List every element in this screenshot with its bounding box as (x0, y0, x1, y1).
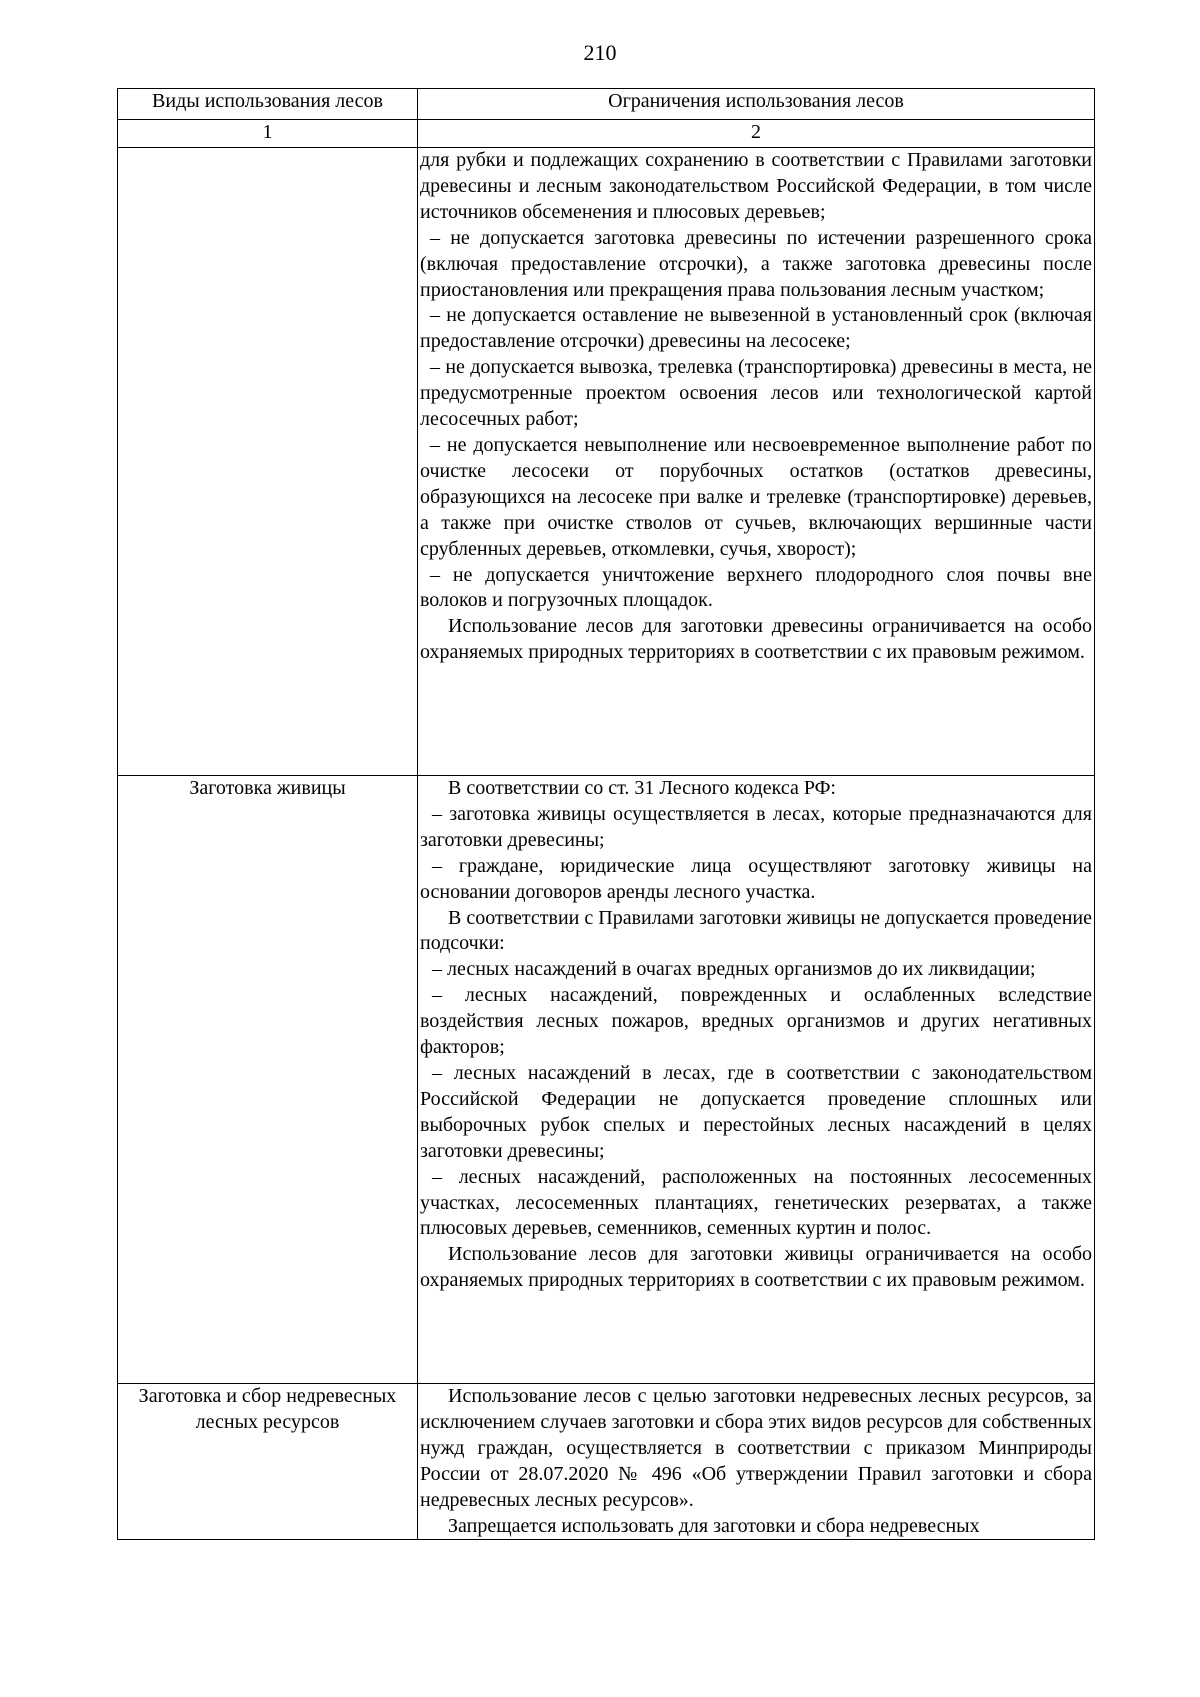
use-type-cell: Заготовка и сбор недревесных лесных ресурсов (118, 1384, 418, 1540)
list-item: – не допускается оставление не вывезенной в установленный срок (включая предоставление отсрочки) древесины на лесосеке; (420, 304, 1092, 353)
restrictions-cell (418, 148, 1095, 776)
list-item: – не допускается заготовка древесины по истечении разрешенного срока (включая предоставление отсрочки), а также заготовка древесины после приостановления или прекращения права пользования лесным участком; (420, 226, 1092, 301)
paragraph: для рубки и подлежащих сохранению в соответствии с Правилами заготовки древесины и лесным законодательством Российской Федерации, в том числе источников обсеменения и плюсовых деревьев; (420, 149, 1092, 223)
use-type-cell (118, 148, 418, 776)
restrictions-cell (418, 776, 1095, 1384)
page-number: 210 (583, 40, 617, 65)
list-item: – заготовка живицы осуществляется в лесах, которые предназначаются для заготовки древесины; (420, 802, 1092, 851)
list-item: – граждане, юридические лица осуществляют заготовку живицы на основании договоров аренды лесного участка. (420, 854, 1092, 903)
column-number-row (118, 120, 1095, 148)
header-forest-use-types: Виды использования лесов (118, 89, 418, 120)
table-row (118, 148, 1095, 776)
paragraph: Использование лесов для заготовки древесины ограничивается на особо охраняемых природных территориях в соответствии с их правовым режимом. (420, 615, 1092, 664)
list-item: – лесных насаждений, расположенных на постоянных лесосеменных участках, лесосеменных плантациях, генетических резерватах, а также плюсовых деревьев, семенников, семенных куртин и полос. (420, 1165, 1092, 1240)
list-item: – не допускается уничтожение верхнего плодородного слоя почвы вне волоков и погрузочных площадок. (420, 563, 1092, 612)
restrictions-cell (418, 1384, 1095, 1540)
table-header-row (118, 89, 1095, 120)
list-item: – лесных насаждений в очагах вредных организмов до их ликвидации; (432, 958, 1036, 981)
paragraph: Использование лесов для заготовки живицы ограничивается на особо охраняемых природных территориях в соответствии с их правовым режимом. (420, 1243, 1092, 1292)
use-type-cell: Заготовка живицы (118, 776, 418, 1384)
column-number-1: 1 (118, 120, 418, 148)
header-forest-use-restrictions: Ограничения использования лесов (418, 89, 1095, 120)
table-row (118, 776, 1095, 1384)
paragraph: В соответствии с Правилами заготовки живицы не допускается проведение подсочки: (420, 906, 1092, 955)
list-item: – не допускается невыполнение или несвоевременное выполнение работ по очистке лесосеки от порубочных остатков (остатков древесины, образующихся на лесосеке при валке и трелевке (транспортировке) деревьев, а также при очистке стволов от сучьев, включающих вершинные части срубленных деревьев, откомлевки, сучья, хворост); (420, 433, 1092, 560)
list-item: – не допускается вывозка, трелевка (транспортировка) древесины в места, не предусмотренные проектом освоения лесов или технологической картой лесосечных работ; (420, 356, 1092, 431)
forest-use-table (117, 88, 1095, 1540)
paragraph: Запрещается использовать для заготовки и сбора недревесных (448, 1514, 980, 1537)
list-item: – лесных насаждений, поврежденных и ослабленных вследствие воздействия лесных пожаров, вредных организмов и других негативных факторов; (420, 984, 1092, 1059)
list-item: – лесных насаждений в лесах, где в соответствии с законодательством Российской Федерации не допускается проведение сплошных или выборочных рубок спелых и перестойных лесных насаждений в целях заготовки древесины; (420, 1061, 1092, 1162)
paragraph: Использование лесов с целью заготовки недревесных лесных ресурсов, за исключением случаев заготовки и сбора этих видов ресурсов для собственных нужд граждан, осуществляется в соответствии с приказом Минприроды России от 28.07.2020 № 496 «Об утверждении Правил заготовки и сбора недревесных лесных ресурсов». (420, 1385, 1092, 1511)
column-number-2: 2 (418, 120, 1095, 148)
table-row (118, 1384, 1095, 1540)
paragraph: В соответствии со ст. 31 Лесного кодекса РФ: (448, 777, 836, 799)
